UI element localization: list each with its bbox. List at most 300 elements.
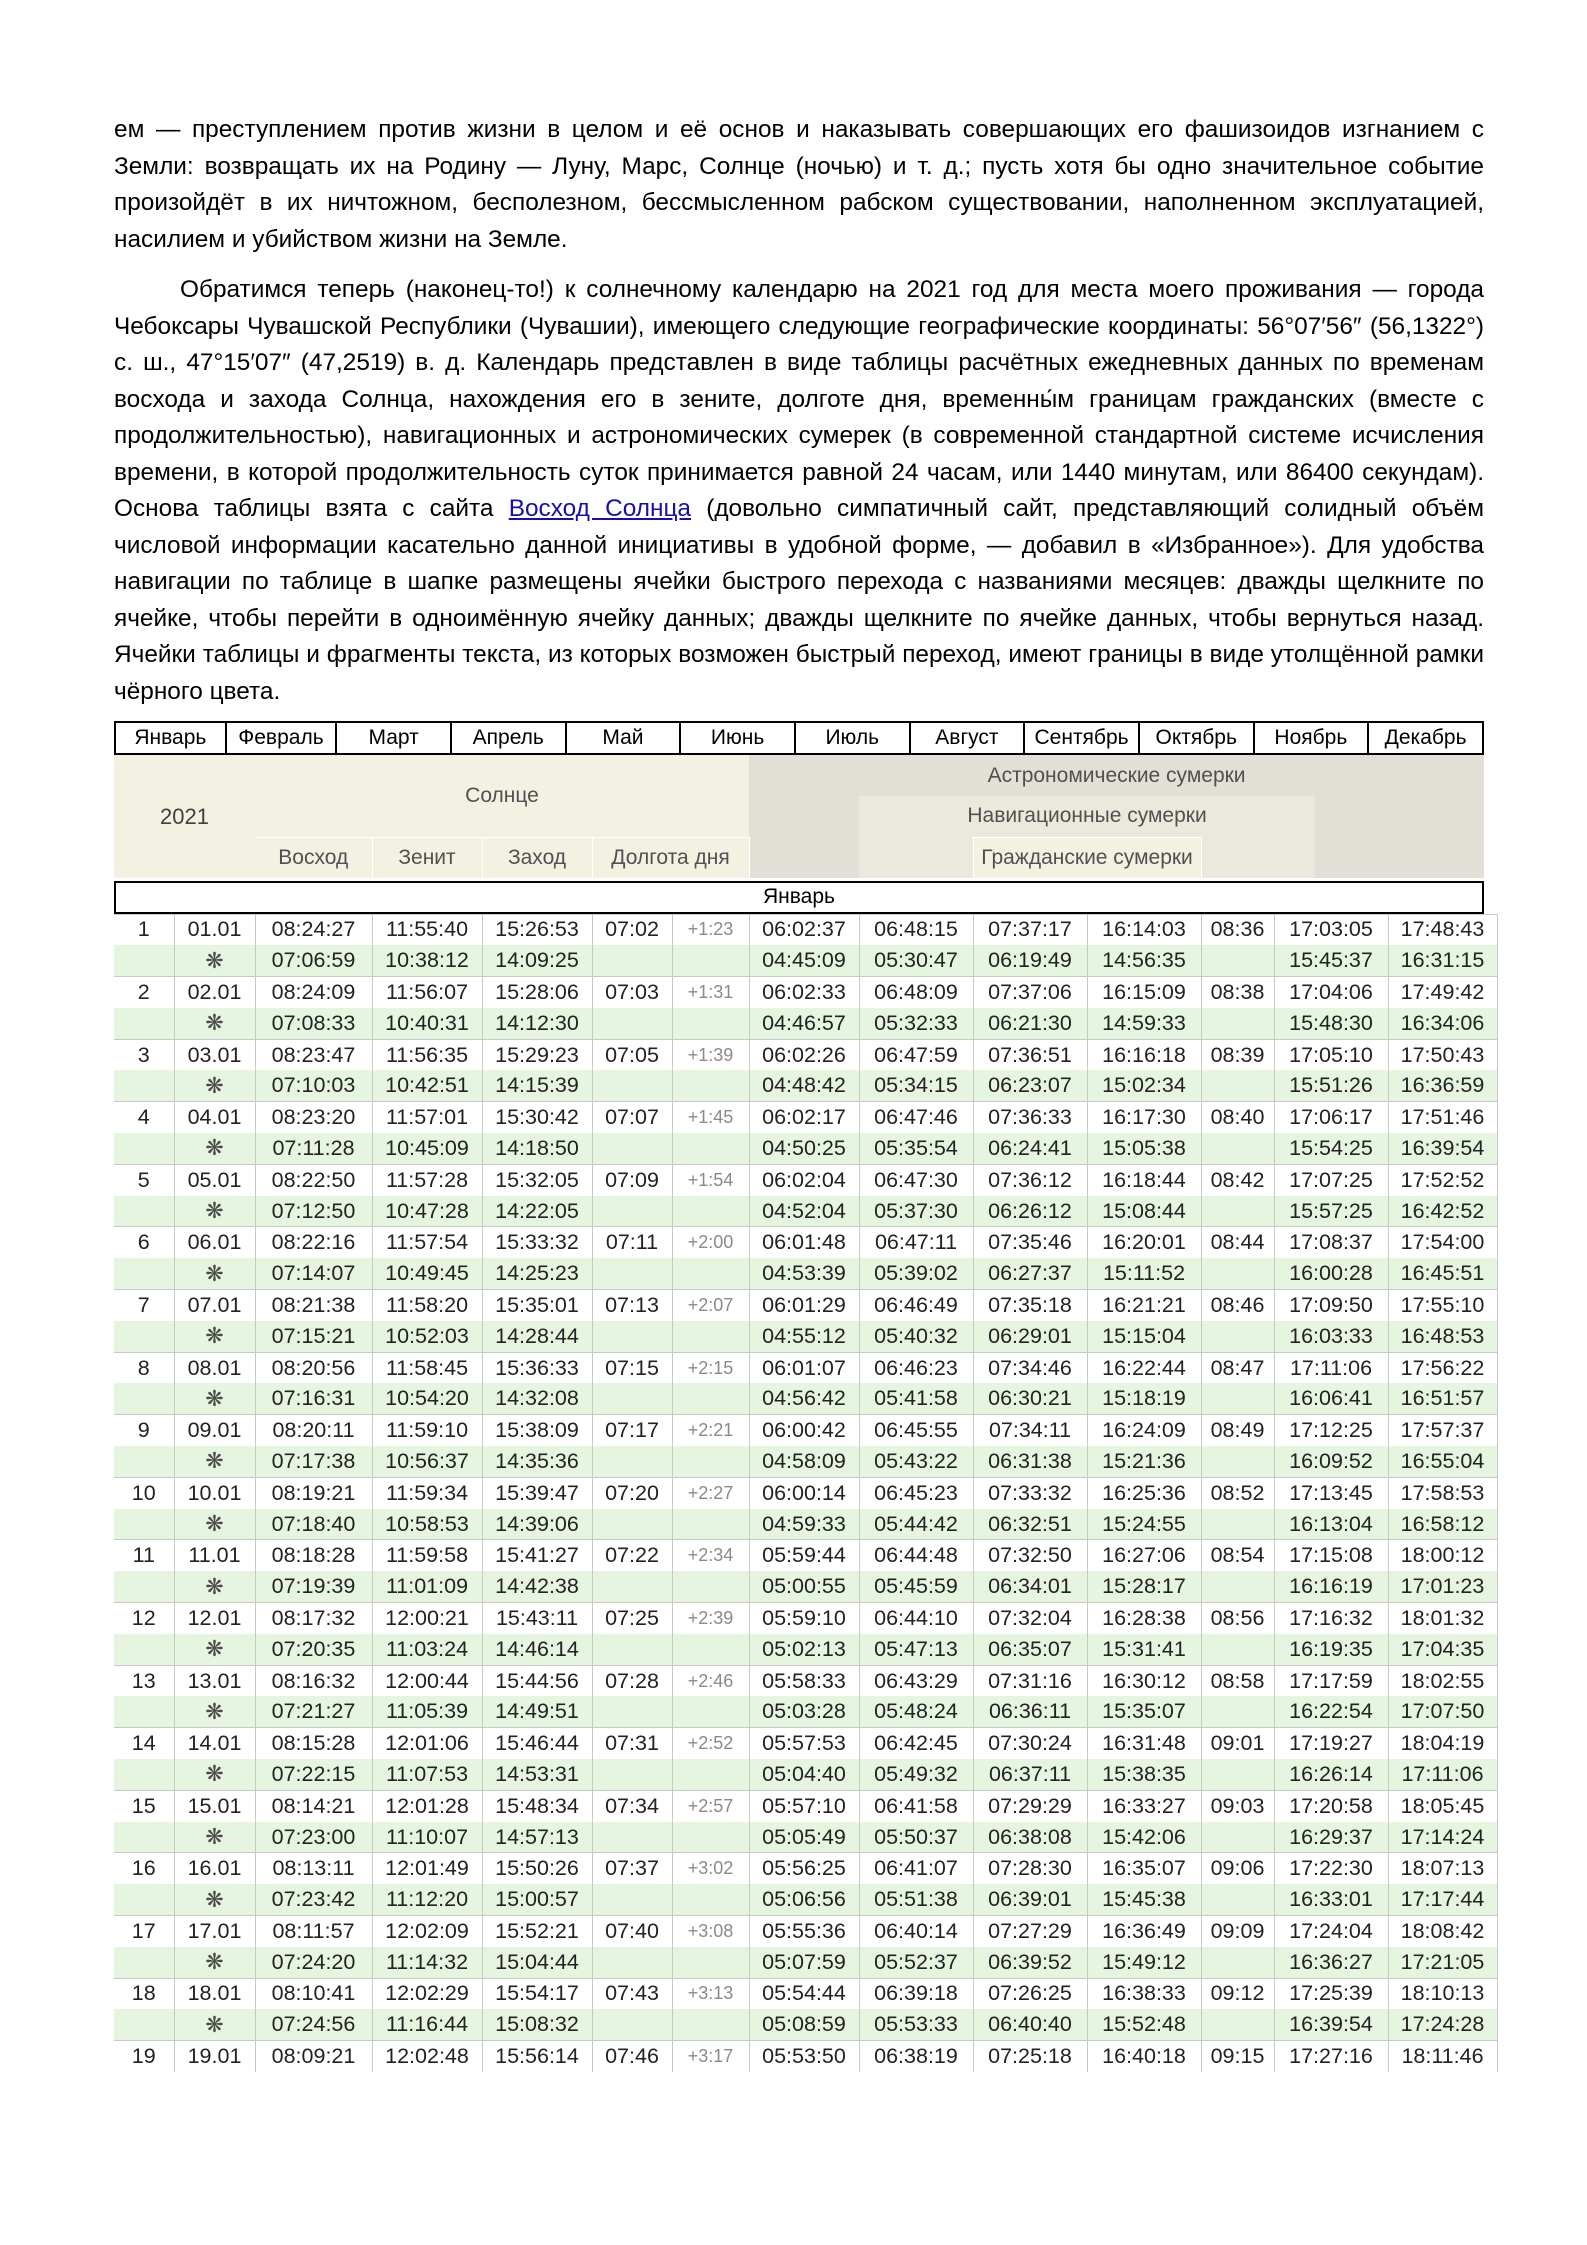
zenith-cell: 11:55:40 (372, 914, 482, 945)
alt-zenith-cell: 10:38:12 (372, 945, 482, 976)
zenith-cell: 11:58:45 (372, 1352, 482, 1383)
astro-spacer-left-2 (749, 837, 859, 878)
table-row-alt (114, 1634, 1497, 1665)
civil-duration-cell: 08:36 (1201, 914, 1274, 945)
alt-astro-dawn-cell: 05:03:28 (749, 1696, 859, 1727)
nav-dawn-cell: 06:48:09 (859, 977, 973, 1008)
astro-dawn-cell: 05:55:36 (749, 1916, 859, 1947)
nav-dusk-cell: 17:11:06 (1274, 1352, 1388, 1383)
day-length-delta: +2:57 (672, 1790, 749, 1821)
day-length-delta: +3:02 (672, 1853, 749, 1884)
sunset-cell: 15:43:11 (482, 1603, 592, 1634)
alt-nav-dawn-cell: 05:40:32 (859, 1321, 973, 1352)
day-number: 9 (114, 1415, 174, 1446)
alt-nav-dusk-cell: 16:33:01 (1274, 1884, 1388, 1915)
nav-dawn-cell: 06:41:07 (859, 1853, 973, 1884)
alt-empty-cell (592, 1196, 672, 1227)
alt-nav-dawn-cell: 05:34:15 (859, 1070, 973, 1101)
nav-dusk-cell: 17:04:06 (1274, 977, 1388, 1008)
civil-dawn-cell: 07:29:29 (973, 1790, 1087, 1821)
nav-spacer-left (859, 837, 973, 878)
day-number: 14 (114, 1728, 174, 1759)
sunset-cell: 15:33:32 (482, 1227, 592, 1258)
alt-nav-dawn-cell: 05:39:02 (859, 1258, 973, 1289)
sunrise-cell: 08:24:09 (255, 977, 372, 1008)
alt-sunset-cell: 15:04:44 (482, 1947, 592, 1978)
nav-dusk-cell: 17:15:08 (1274, 1540, 1388, 1571)
alt-zenith-cell: 11:12:20 (372, 1884, 482, 1915)
alt-astro-dawn-cell: 04:59:33 (749, 1509, 859, 1540)
alt-civil-dusk-cell: 15:38:35 (1087, 1759, 1201, 1790)
astro-dawn-cell: 05:57:10 (749, 1790, 859, 1821)
alt-astro-dawn-cell: 04:50:25 (749, 1133, 859, 1164)
asterisk-icon: ❋ (174, 1884, 255, 1915)
month-nav-cell[interactable]: Август (910, 722, 1025, 754)
alt-astro-dawn-cell: 05:02:13 (749, 1634, 859, 1665)
day-length-delta: +2:52 (672, 1728, 749, 1759)
alt-astro-dawn-cell: 04:46:57 (749, 1008, 859, 1039)
asterisk-icon: ❋ (174, 1571, 255, 1602)
alt-empty-cell (1201, 1258, 1274, 1289)
alt-civil-dusk-cell: 15:49:12 (1087, 1947, 1201, 1978)
alt-civil-dawn-cell: 06:34:01 (973, 1571, 1087, 1602)
day-number: 7 (114, 1290, 174, 1321)
sunrise-cell: 08:15:28 (255, 1728, 372, 1759)
alt-sunset-cell: 14:32:08 (482, 1383, 592, 1414)
alt-nav-dawn-cell: 05:53:33 (859, 2009, 973, 2040)
civil-duration-cell: 08:54 (1201, 1540, 1274, 1571)
alt-empty-cell (592, 2009, 672, 2040)
day-length-cell: 07:20 (592, 1477, 672, 1508)
civil-dusk-cell: 16:18:44 (1087, 1164, 1201, 1195)
table-row-alt (114, 1133, 1497, 1164)
civil-dawn-cell: 07:34:11 (973, 1415, 1087, 1446)
alt-zenith-cell: 11:03:24 (372, 1634, 482, 1665)
nav-dawn-cell: 06:44:10 (859, 1603, 973, 1634)
day-length-delta: +1:31 (672, 977, 749, 1008)
astro-dusk-cell: 17:48:43 (1388, 914, 1497, 945)
astro-dusk-cell: 17:57:37 (1388, 1415, 1497, 1446)
asterisk-icon: ❋ (174, 945, 255, 976)
alt-zenith-cell: 10:45:09 (372, 1133, 482, 1164)
month-nav-cell[interactable]: Январь (115, 722, 226, 754)
alt-empty-cell (592, 1509, 672, 1540)
civil-dusk-cell: 16:35:07 (1087, 1853, 1201, 1884)
month-nav-cell[interactable]: Апрель (451, 722, 566, 754)
table-row-alt (114, 2009, 1497, 2040)
table-row-alt (114, 1696, 1497, 1727)
date-cell: 05.01 (174, 1164, 255, 1195)
day-length-cell: 07:09 (592, 1164, 672, 1195)
alt-sunrise-cell: 07:18:40 (255, 1509, 372, 1540)
day-number: 15 (114, 1790, 174, 1821)
month-nav-cell[interactable]: Март (336, 722, 451, 754)
month-nav-cell[interactable]: Июнь (680, 722, 795, 754)
astro-dawn-cell: 05:56:25 (749, 1853, 859, 1884)
day-length-cell: 07:34 (592, 1790, 672, 1821)
astro-dusk-cell: 17:58:53 (1388, 1477, 1497, 1508)
civil-dawn-cell: 07:35:18 (973, 1290, 1087, 1321)
civil-dusk-cell: 16:36:49 (1087, 1916, 1201, 1947)
row-spacer (114, 1634, 174, 1665)
asterisk-icon: ❋ (174, 1634, 255, 1665)
alt-civil-dusk-cell: 14:59:33 (1087, 1008, 1201, 1039)
row-spacer (114, 1509, 174, 1540)
alt-empty-cell (672, 1008, 749, 1039)
civil-dawn-cell: 07:26:25 (973, 1978, 1087, 2009)
alt-nav-dawn-cell: 05:52:37 (859, 1947, 973, 1978)
nav-dawn-cell: 06:47:59 (859, 1039, 973, 1070)
day-length-cell: 07:07 (592, 1102, 672, 1133)
alt-empty-cell (592, 1383, 672, 1414)
civil-dusk-cell: 16:40:18 (1087, 2041, 1201, 2072)
month-nav-cell[interactable]: Февраль (226, 722, 337, 754)
table-header (114, 755, 1484, 879)
astro-dawn-cell: 06:02:04 (749, 1164, 859, 1195)
day-length-cell: 07:11 (592, 1227, 672, 1258)
asterisk-icon: ❋ (174, 1008, 255, 1039)
calendar-paragraph (114, 272, 1484, 710)
sunrise-cell: 08:24:27 (255, 914, 372, 945)
astro-dawn-cell: 06:02:26 (749, 1039, 859, 1070)
zenith-header: Зенит (372, 837, 482, 878)
nav-dusk-cell: 17:16:32 (1274, 1603, 1388, 1634)
alt-nav-dawn-cell: 05:51:38 (859, 1884, 973, 1915)
alt-empty-cell (1201, 1133, 1274, 1164)
sunset-cell: 15:54:17 (482, 1978, 592, 2009)
date-cell: 07.01 (174, 1290, 255, 1321)
alt-empty-cell (672, 945, 749, 976)
astro-dusk-cell: 17:52:52 (1388, 1164, 1497, 1195)
nav-dawn-cell: 06:45:23 (859, 1477, 973, 1508)
nav-dusk-cell: 17:19:27 (1274, 1728, 1388, 1759)
table-row-alt (114, 1258, 1497, 1289)
alt-astro-dusk-cell: 17:17:44 (1388, 1884, 1497, 1915)
astro-spacer-right-2 (1315, 837, 1484, 878)
row-spacer (114, 945, 174, 976)
zenith-cell: 12:00:44 (372, 1665, 482, 1696)
alt-empty-cell (592, 1258, 672, 1289)
alt-empty-cell (1201, 1884, 1274, 1915)
alt-empty-cell (672, 1258, 749, 1289)
astro-dawn-cell: 05:58:33 (749, 1665, 859, 1696)
current-month-cell[interactable]: Январь (115, 882, 1483, 913)
sunset-cell: 15:48:34 (482, 1790, 592, 1821)
alt-astro-dusk-cell: 16:34:06 (1388, 1008, 1497, 1039)
astro-dawn-cell: 06:01:07 (749, 1352, 859, 1383)
row-spacer (114, 1070, 174, 1101)
zenith-cell: 11:59:58 (372, 1540, 482, 1571)
sun-group-header: Солнце (255, 755, 749, 837)
alt-civil-dawn-cell: 06:24:41 (973, 1133, 1087, 1164)
table-row-alt (114, 1509, 1497, 1540)
civil-duration-cell: 09:12 (1201, 1978, 1274, 2009)
table-row (114, 1728, 1497, 1759)
alt-empty-cell (672, 1634, 749, 1665)
nav-dawn-cell: 06:43:29 (859, 1665, 973, 1696)
alt-empty-cell (592, 1008, 672, 1039)
civil-twilight-header: Гражданские сумерки (973, 837, 1201, 878)
alt-astro-dusk-cell: 17:07:50 (1388, 1696, 1497, 1727)
civil-dusk-cell: 16:14:03 (1087, 914, 1201, 945)
year-label: 2021 (114, 755, 255, 878)
date-cell: 06.01 (174, 1227, 255, 1258)
alt-empty-cell (1201, 1822, 1274, 1853)
alt-nav-dusk-cell: 16:19:35 (1274, 1634, 1388, 1665)
sunset-cell: 15:38:09 (482, 1415, 592, 1446)
date-cell: 03.01 (174, 1039, 255, 1070)
row-spacer (114, 1196, 174, 1227)
civil-duration-cell: 08:39 (1201, 1039, 1274, 1070)
civil-duration-cell: 08:46 (1201, 1290, 1274, 1321)
alt-sunrise-cell: 07:12:50 (255, 1196, 372, 1227)
nav-dusk-cell: 17:20:58 (1274, 1790, 1388, 1821)
civil-duration-cell: 08:38 (1201, 977, 1274, 1008)
astro-dawn-cell: 06:01:29 (749, 1290, 859, 1321)
astro-dawn-cell: 06:02:37 (749, 914, 859, 945)
month-nav-cell[interactable]: Октябрь (1139, 722, 1254, 754)
alt-sunrise-cell: 07:22:15 (255, 1759, 372, 1790)
astro-dawn-cell: 06:00:14 (749, 1477, 859, 1508)
day-number: 4 (114, 1102, 174, 1133)
civil-duration-cell: 08:47 (1201, 1352, 1274, 1383)
alt-astro-dawn-cell: 04:45:09 (749, 945, 859, 976)
alt-empty-cell (1201, 1196, 1274, 1227)
table-row (114, 1352, 1497, 1383)
civil-dusk-cell: 16:28:38 (1087, 1603, 1201, 1634)
date-cell: 14.01 (174, 1728, 255, 1759)
civil-duration-cell: 09:15 (1201, 2041, 1274, 2072)
astro-dawn-cell: 05:59:44 (749, 1540, 859, 1571)
nav-dusk-cell: 17:17:59 (1274, 1665, 1388, 1696)
alt-astro-dusk-cell: 17:21:05 (1388, 1947, 1497, 1978)
astro-dawn-cell: 05:57:53 (749, 1728, 859, 1759)
asterisk-icon: ❋ (174, 1696, 255, 1727)
table-row-alt (114, 1383, 1497, 1414)
civil-dusk-cell: 16:31:48 (1087, 1728, 1201, 1759)
alt-civil-dusk-cell: 15:45:38 (1087, 1884, 1201, 1915)
alt-empty-cell (672, 1196, 749, 1227)
table-row (114, 1164, 1497, 1195)
alt-sunrise-cell: 07:17:38 (255, 1446, 372, 1477)
zenith-cell: 11:56:07 (372, 977, 482, 1008)
table-row (114, 1290, 1497, 1321)
alt-civil-dawn-cell: 06:29:01 (973, 1321, 1087, 1352)
alt-zenith-cell: 10:42:51 (372, 1070, 482, 1101)
month-nav-cell[interactable]: Июль (795, 722, 910, 754)
alt-empty-cell (1201, 1947, 1274, 1978)
day-length-cell: 07:37 (592, 1853, 672, 1884)
date-cell: 02.01 (174, 977, 255, 1008)
alt-sunset-cell: 14:09:25 (482, 945, 592, 976)
alt-zenith-cell: 11:14:32 (372, 1947, 482, 1978)
sunrise-site-link[interactable]: Восход Солнца (508, 495, 691, 522)
alt-zenith-cell: 11:16:44 (372, 2009, 482, 2040)
day-length-delta: +1:45 (672, 1102, 749, 1133)
civil-duration-cell: 09:09 (1201, 1916, 1274, 1947)
alt-sunset-cell: 14:25:23 (482, 1258, 592, 1289)
alt-sunset-cell: 14:39:06 (482, 1509, 592, 1540)
alt-civil-dusk-cell: 15:24:55 (1087, 1509, 1201, 1540)
zenith-cell: 11:57:54 (372, 1227, 482, 1258)
alt-civil-dusk-cell: 15:42:06 (1087, 1822, 1201, 1853)
alt-empty-cell (1201, 1383, 1274, 1414)
day-length-delta: +2:34 (672, 1540, 749, 1571)
alt-empty-cell (672, 1509, 749, 1540)
alt-nav-dawn-cell: 05:43:22 (859, 1446, 973, 1477)
month-nav-cell[interactable]: Май (566, 722, 681, 754)
alt-empty-cell (1201, 1571, 1274, 1602)
day-number: 6 (114, 1227, 174, 1258)
civil-dusk-cell: 16:21:21 (1087, 1290, 1201, 1321)
day-number: 5 (114, 1164, 174, 1195)
nav-dusk-cell: 17:12:25 (1274, 1415, 1388, 1446)
sunrise-cell: 08:23:20 (255, 1102, 372, 1133)
date-cell: 16.01 (174, 1853, 255, 1884)
alt-astro-dusk-cell: 16:45:51 (1388, 1258, 1497, 1289)
sunrise-cell: 08:09:21 (255, 2041, 372, 2072)
nav-dawn-cell: 06:42:45 (859, 1728, 973, 1759)
alt-empty-cell (592, 1759, 672, 1790)
astro-dusk-cell: 18:01:32 (1388, 1603, 1497, 1634)
alt-sunrise-cell: 07:14:07 (255, 1258, 372, 1289)
alt-astro-dusk-cell: 16:36:59 (1388, 1070, 1497, 1101)
astro-dusk-cell: 17:55:10 (1388, 1290, 1497, 1321)
date-cell: 17.01 (174, 1916, 255, 1947)
sunset-cell: 15:32:05 (482, 1164, 592, 1195)
month-nav-cell[interactable]: Сентябрь (1024, 722, 1139, 754)
day-number: 11 (114, 1540, 174, 1571)
date-cell: 04.01 (174, 1102, 255, 1133)
row-spacer (114, 1947, 174, 1978)
day-number: 13 (114, 1665, 174, 1696)
civil-dawn-cell: 07:32:04 (973, 1603, 1087, 1634)
civil-dusk-cell: 16:17:30 (1087, 1102, 1201, 1133)
alt-empty-cell (1201, 1070, 1274, 1101)
current-month-bar (114, 881, 1484, 914)
alt-nav-dawn-cell: 05:47:13 (859, 1634, 973, 1665)
row-spacer (114, 1822, 174, 1853)
day-number: 2 (114, 977, 174, 1008)
day-length-cell: 07:40 (592, 1916, 672, 1947)
civil-duration-cell: 09:01 (1201, 1728, 1274, 1759)
day-length-cell: 07:22 (592, 1540, 672, 1571)
alt-empty-cell (592, 1634, 672, 1665)
civil-dawn-cell: 07:35:46 (973, 1227, 1087, 1258)
alt-astro-dawn-cell: 04:53:39 (749, 1258, 859, 1289)
alt-nav-dawn-cell: 05:41:58 (859, 1383, 973, 1414)
sunrise-cell: 08:22:16 (255, 1227, 372, 1258)
astro-dusk-cell: 18:10:13 (1388, 1978, 1497, 2009)
alt-sunrise-cell: 07:15:21 (255, 1321, 372, 1352)
alt-sunset-cell: 14:46:14 (482, 1634, 592, 1665)
table-row (114, 2041, 1497, 2072)
alt-astro-dawn-cell: 04:56:42 (749, 1383, 859, 1414)
row-spacer (114, 1696, 174, 1727)
alt-civil-dawn-cell: 06:19:49 (973, 945, 1087, 976)
alt-zenith-cell: 10:58:53 (372, 1509, 482, 1540)
nav-dusk-cell: 17:05:10 (1274, 1039, 1388, 1070)
day-number: 19 (114, 2041, 174, 2072)
civil-dusk-cell: 16:25:36 (1087, 1477, 1201, 1508)
alt-civil-dawn-cell: 06:31:38 (973, 1446, 1087, 1477)
sunrise-cell: 08:17:32 (255, 1603, 372, 1634)
alt-astro-dawn-cell: 05:08:59 (749, 2009, 859, 2040)
alt-astro-dusk-cell: 17:04:35 (1388, 1634, 1497, 1665)
table-row-alt (114, 1947, 1497, 1978)
zenith-cell: 11:57:28 (372, 1164, 482, 1195)
alt-nav-dusk-cell: 16:16:19 (1274, 1571, 1388, 1602)
month-nav-cell[interactable]: Декабрь (1368, 722, 1483, 754)
nav-dawn-cell: 06:39:18 (859, 1978, 973, 2009)
alt-sunset-cell: 14:57:13 (482, 1822, 592, 1853)
civil-duration-cell: 08:52 (1201, 1477, 1274, 1508)
nav-dusk-cell: 17:25:39 (1274, 1978, 1388, 2009)
alt-nav-dawn-cell: 05:37:30 (859, 1196, 973, 1227)
alt-sunrise-cell: 07:23:00 (255, 1822, 372, 1853)
alt-empty-cell (1201, 1321, 1274, 1352)
astro-dawn-cell: 06:02:17 (749, 1102, 859, 1133)
astro-spacer-left (749, 796, 859, 837)
table-row (114, 1415, 1497, 1446)
row-spacer (114, 1383, 174, 1414)
alt-civil-dusk-cell: 15:11:52 (1087, 1258, 1201, 1289)
alt-sunrise-cell: 07:23:42 (255, 1884, 372, 1915)
nav-dawn-cell: 06:38:19 (859, 2041, 973, 2072)
day-length-delta: +2:00 (672, 1227, 749, 1258)
table-row (114, 1540, 1497, 1571)
sunrise-cell: 08:18:28 (255, 1540, 372, 1571)
sunset-cell: 15:41:27 (482, 1540, 592, 1571)
astro-dusk-cell: 17:56:22 (1388, 1352, 1497, 1383)
civil-dawn-cell: 07:30:24 (973, 1728, 1087, 1759)
table-row (114, 1853, 1497, 1884)
month-nav-cell[interactable]: Ноябрь (1254, 722, 1369, 754)
table-row-alt (114, 1571, 1497, 1602)
zenith-cell: 11:59:10 (372, 1415, 482, 1446)
day-length-delta: +2:39 (672, 1603, 749, 1634)
table-row-alt (114, 945, 1497, 976)
astro-dusk-cell: 18:05:45 (1388, 1790, 1497, 1821)
alt-nav-dusk-cell: 16:00:28 (1274, 1258, 1388, 1289)
row-spacer (114, 1008, 174, 1039)
alt-empty-cell (672, 1947, 749, 1978)
row-spacer (114, 1321, 174, 1352)
civil-duration-cell: 08:44 (1201, 1227, 1274, 1258)
day-length-delta: +2:46 (672, 1665, 749, 1696)
table-row (114, 1477, 1497, 1508)
astro-dusk-cell: 18:02:55 (1388, 1665, 1497, 1696)
alt-zenith-cell: 10:40:31 (372, 1008, 482, 1039)
astro-dawn-cell: 06:01:48 (749, 1227, 859, 1258)
day-number: 3 (114, 1039, 174, 1070)
table-row-alt (114, 1070, 1497, 1101)
table-row (114, 1978, 1497, 2009)
table-row-alt (114, 1196, 1497, 1227)
day-length-delta: +2:15 (672, 1352, 749, 1383)
sunset-cell: 15:56:14 (482, 2041, 592, 2072)
civil-dawn-cell: 07:33:32 (973, 1477, 1087, 1508)
alt-civil-dawn-cell: 06:40:40 (973, 2009, 1087, 2040)
alt-empty-cell (672, 1383, 749, 1414)
alt-nav-dawn-cell: 05:50:37 (859, 1822, 973, 1853)
alt-zenith-cell: 10:54:20 (372, 1383, 482, 1414)
astro-dusk-cell: 17:49:42 (1388, 977, 1497, 1008)
zenith-cell: 12:02:09 (372, 1916, 482, 1947)
nav-dusk-cell: 17:13:45 (1274, 1477, 1388, 1508)
alt-civil-dawn-cell: 06:36:11 (973, 1696, 1087, 1727)
astro-dawn-cell: 06:00:42 (749, 1415, 859, 1446)
